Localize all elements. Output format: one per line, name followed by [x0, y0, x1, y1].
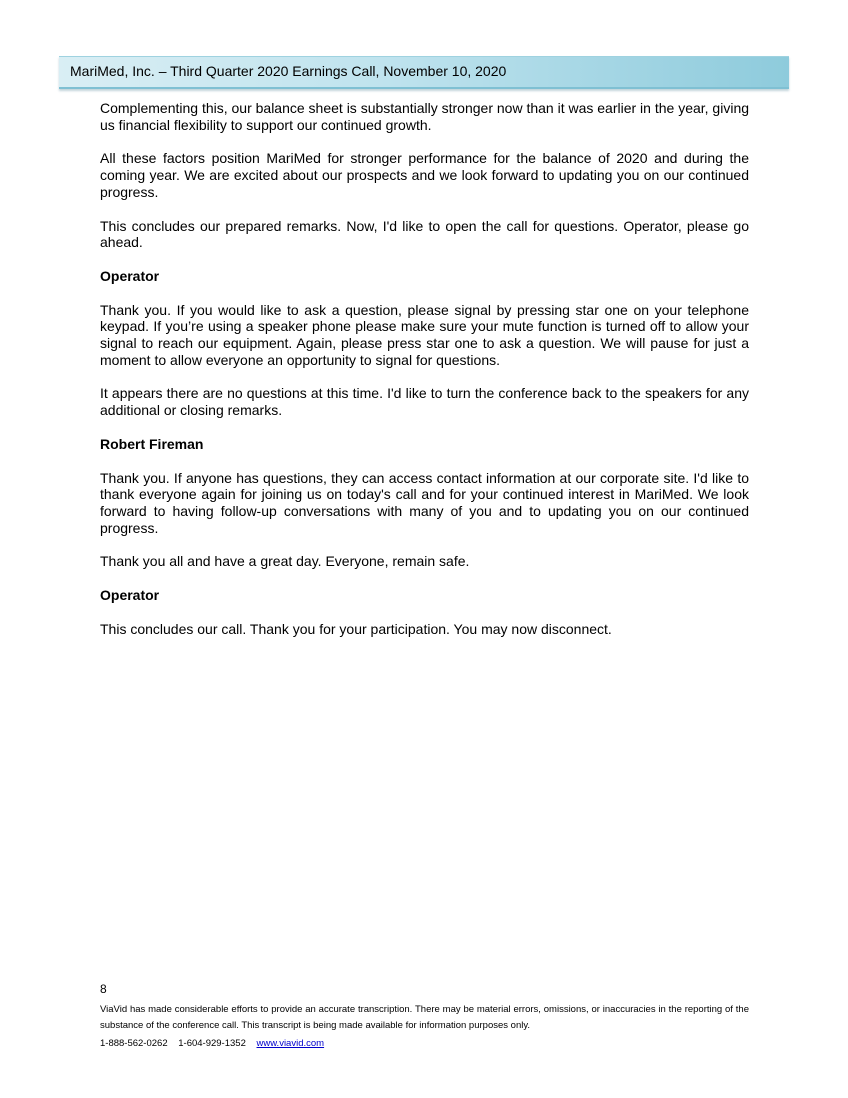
transcript-paragraph: This concludes our call. Thank you for your participation. You may now disconnect. [100, 620, 612, 637]
transcript-body [100, 100, 749, 654]
page-header [59, 56, 789, 89]
speaker-name: Operator [100, 587, 160, 604]
transcript-paragraph: Complementing this, our balance sheet is substantially stronger now than it was earlier in the year, giving us financial flexibility to support our continued growth. [100, 100, 750, 133]
page-footer [100, 982, 749, 1052]
phone-number: 1-604-929-1352 [178, 1037, 246, 1049]
page-number: 8 [100, 982, 107, 996]
footer-contact [100, 1035, 749, 1052]
transcript-paragraph: This concludes our prepared remarks. Now, I'd like to open the call for questions. Operator, please go ahead. [100, 217, 749, 251]
speaker-name: Robert Fireman [100, 435, 204, 452]
header-title: MariMed, Inc. – Third Quarter 2020 Earnings Call, November 10, 2020 [70, 63, 507, 79]
transcript-paragraph: Thank you. If anyone has questions, they can access contact information at our corporate site. I'd like to thank everyone again for joining us on today's call and for your continued interest in MariMed. We look forward to having follow-up conversations with many of you and to updating you on our continued progress. [100, 469, 749, 536]
website-link[interactable]: www.viavid.com [256, 1037, 325, 1049]
transcript-paragraph: Thank you all and have a great day. Everyone, remain safe. [100, 553, 470, 570]
transcript-paragraph: It appears there are no questions at this time. I'd like to turn the conference back to the speakers for any additional or closing remarks. [100, 385, 749, 419]
transcript-paragraph: Thank you. If you would like to ask a question, please signal by pressing star one on your telephone keypad. If you’re using a speaker phone please make sure your mute function is turned off to allow your signal to reach our equipment. Again, please press star one to ask a question. We will pause for just a moment to allow everyone an opportunity to signal for questions. [100, 301, 749, 368]
speaker-name: Operator [100, 267, 160, 284]
phone-number: 1-888-562-0262 [100, 1037, 168, 1049]
footer-disclaimer: ViaVid has made considerable efforts to provide an accurate transcription. There may be material errors, omissions, or inaccuracies in the reporting of the substance of the conference call. This transcript is being made available for information purposes only. [100, 1004, 749, 1032]
transcript-paragraph: All these factors position MariMed for stronger performance for the balance of 2020 and during the coming year. We are excited about our prospects and we look forward to updating you on our continued progress. [100, 150, 749, 200]
